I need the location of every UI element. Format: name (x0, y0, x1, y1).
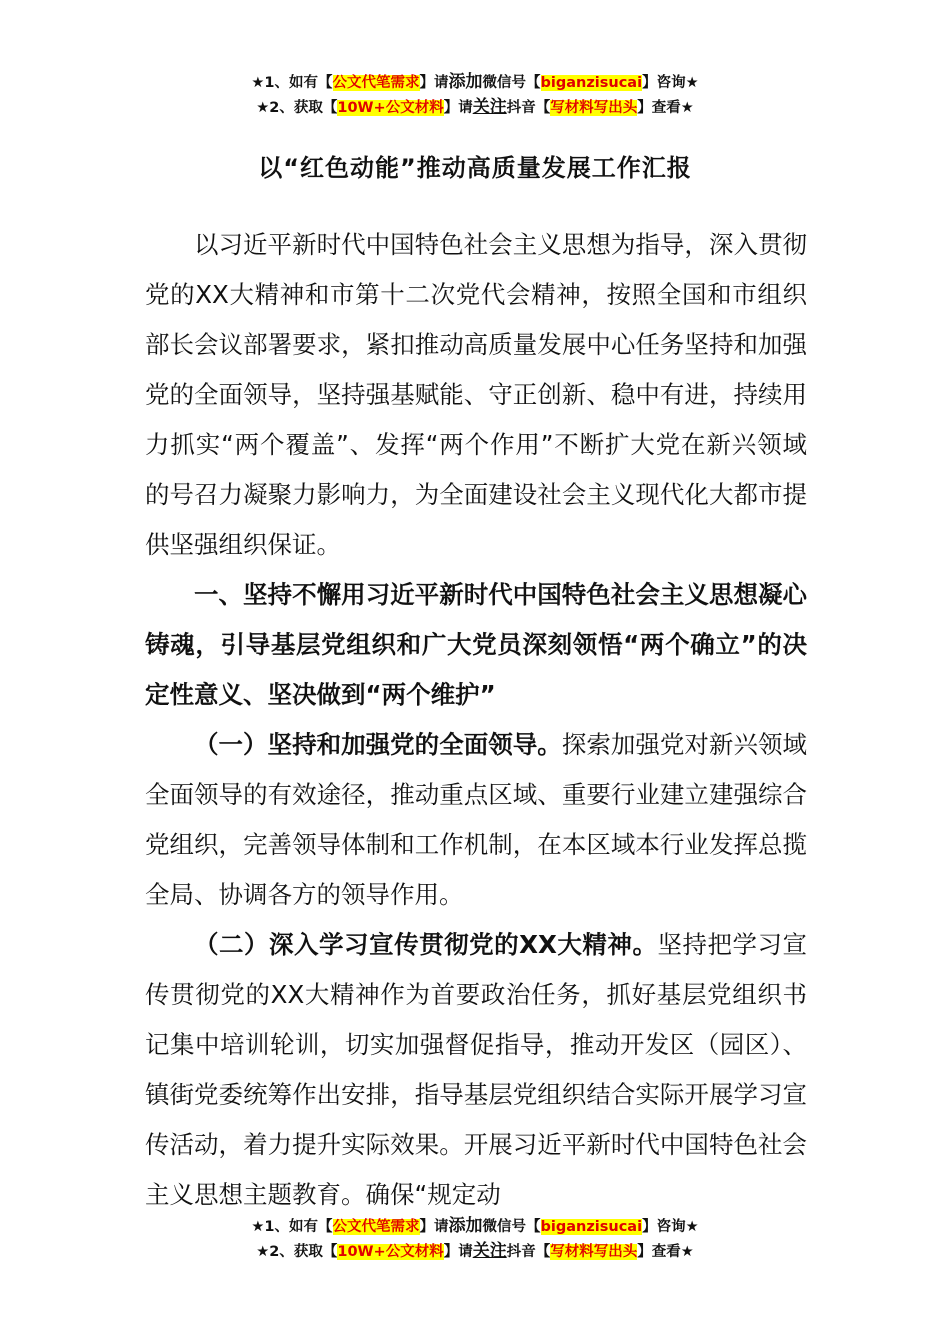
banner-line-1 (0, 1214, 950, 1239)
banner-highlight: 10W+公文材料 (337, 1244, 444, 1260)
document-title: 以“红色动能”推动高质量发展工作汇报 (258, 154, 692, 182)
item-text: 探索加强党对新兴领域全面领导的有效途径，推动重点区域、重要行业建立建强综合党组织，完善领导体制和工作机制，在本区域本行业发挥总揽全局、协调各方的领导作用。 (145, 730, 807, 909)
banner-text: 微信号【 (482, 75, 541, 91)
banner-highlight: 公文代笔需求 (332, 75, 420, 91)
banner-wechat-id: biganzisucai (540, 75, 643, 91)
item-text: 坚持把学习宣传贯彻党的XX大精神作为首要政治任务，抓好基层党组织书记集中培训轮训，切实加强督促指导，推动开发区（园区）、镇街党委统筹作出安排，指导基层党组织结合实际开展学习宣传活动，着力提升实际效果。开展习近平新时代中国特色社会主义思想主题教育。确保“规定动 (145, 930, 808, 1209)
banner-text: 抖音【 (506, 1244, 551, 1260)
banner-text: 】请 (443, 100, 473, 116)
banner-text: 】请 (419, 1219, 449, 1235)
banner-text: 】咨询★ (642, 1219, 699, 1235)
banner-text: 抖音【 (506, 100, 551, 116)
banner-text: 】咨询★ (642, 75, 699, 91)
banner-wechat-id: biganzisucai (540, 1219, 643, 1235)
banner-emphasis: 关注 (472, 97, 507, 117)
banner-douyin-id: 写材料写出头 (550, 100, 638, 116)
banner-text: ★1、如有【 (251, 75, 333, 91)
banner-emphasis: 关注 (472, 1241, 507, 1261)
banner-text: ★2、获取【 (256, 1244, 338, 1260)
banner-text: ★2、获取【 (256, 100, 338, 116)
banner-highlight: 公文代笔需求 (332, 1219, 420, 1235)
banner-line-2 (0, 95, 950, 120)
banner-text: 】查看★ (637, 1244, 694, 1260)
footer-banner (0, 1214, 950, 1264)
banner-emphasis: 添加 (448, 1216, 483, 1236)
banner-emphasis: 添加 (448, 72, 483, 92)
banner-text: 微信号【 (482, 1219, 541, 1235)
item-paragraph (145, 920, 807, 1220)
document-body (145, 220, 807, 1220)
banner-text: 】查看★ (637, 100, 694, 116)
item-title: （二）深入学习宣传贯彻党的XX大精神。 (194, 930, 658, 959)
banner-douyin-id: 写材料写出头 (550, 1244, 638, 1260)
banner-text: 】请 (419, 75, 449, 91)
item-paragraph (145, 720, 807, 920)
intro-paragraph: 以习近平新时代中国特色社会主义思想为指导，深入贯彻党的XX大精神和市第十二次党代会精神，按照全国和市组织部长会议部署要求，紧扣推动高质量发展中心任务坚持和加强党的全面领导，坚持强基赋能、守正创新、稳中有进，持续用力抓实“两个覆盖”、发挥“两个作用”不断扩大党在新兴领域的号召力凝聚力影响力，为全面建设社会主义现代化大都市提供坚强组织保证。 (145, 230, 807, 559)
banner-line-2 (0, 1239, 950, 1264)
banner-line-1 (0, 70, 950, 95)
banner-highlight: 10W+公文材料 (337, 100, 444, 116)
banner-text: 】请 (443, 1244, 473, 1260)
item-title: （一）坚持和加强党的全面领导。 (194, 730, 562, 759)
section-heading: 一、坚持不懈用习近平新时代中国特色社会主义思想凝心铸魂，引导基层党组织和广大党员深刻领悟“两个确立”的决定性意义、坚决做到“两个维护” (145, 580, 807, 709)
banner-text: ★1、如有【 (251, 1219, 333, 1235)
header-banner (0, 70, 950, 120)
